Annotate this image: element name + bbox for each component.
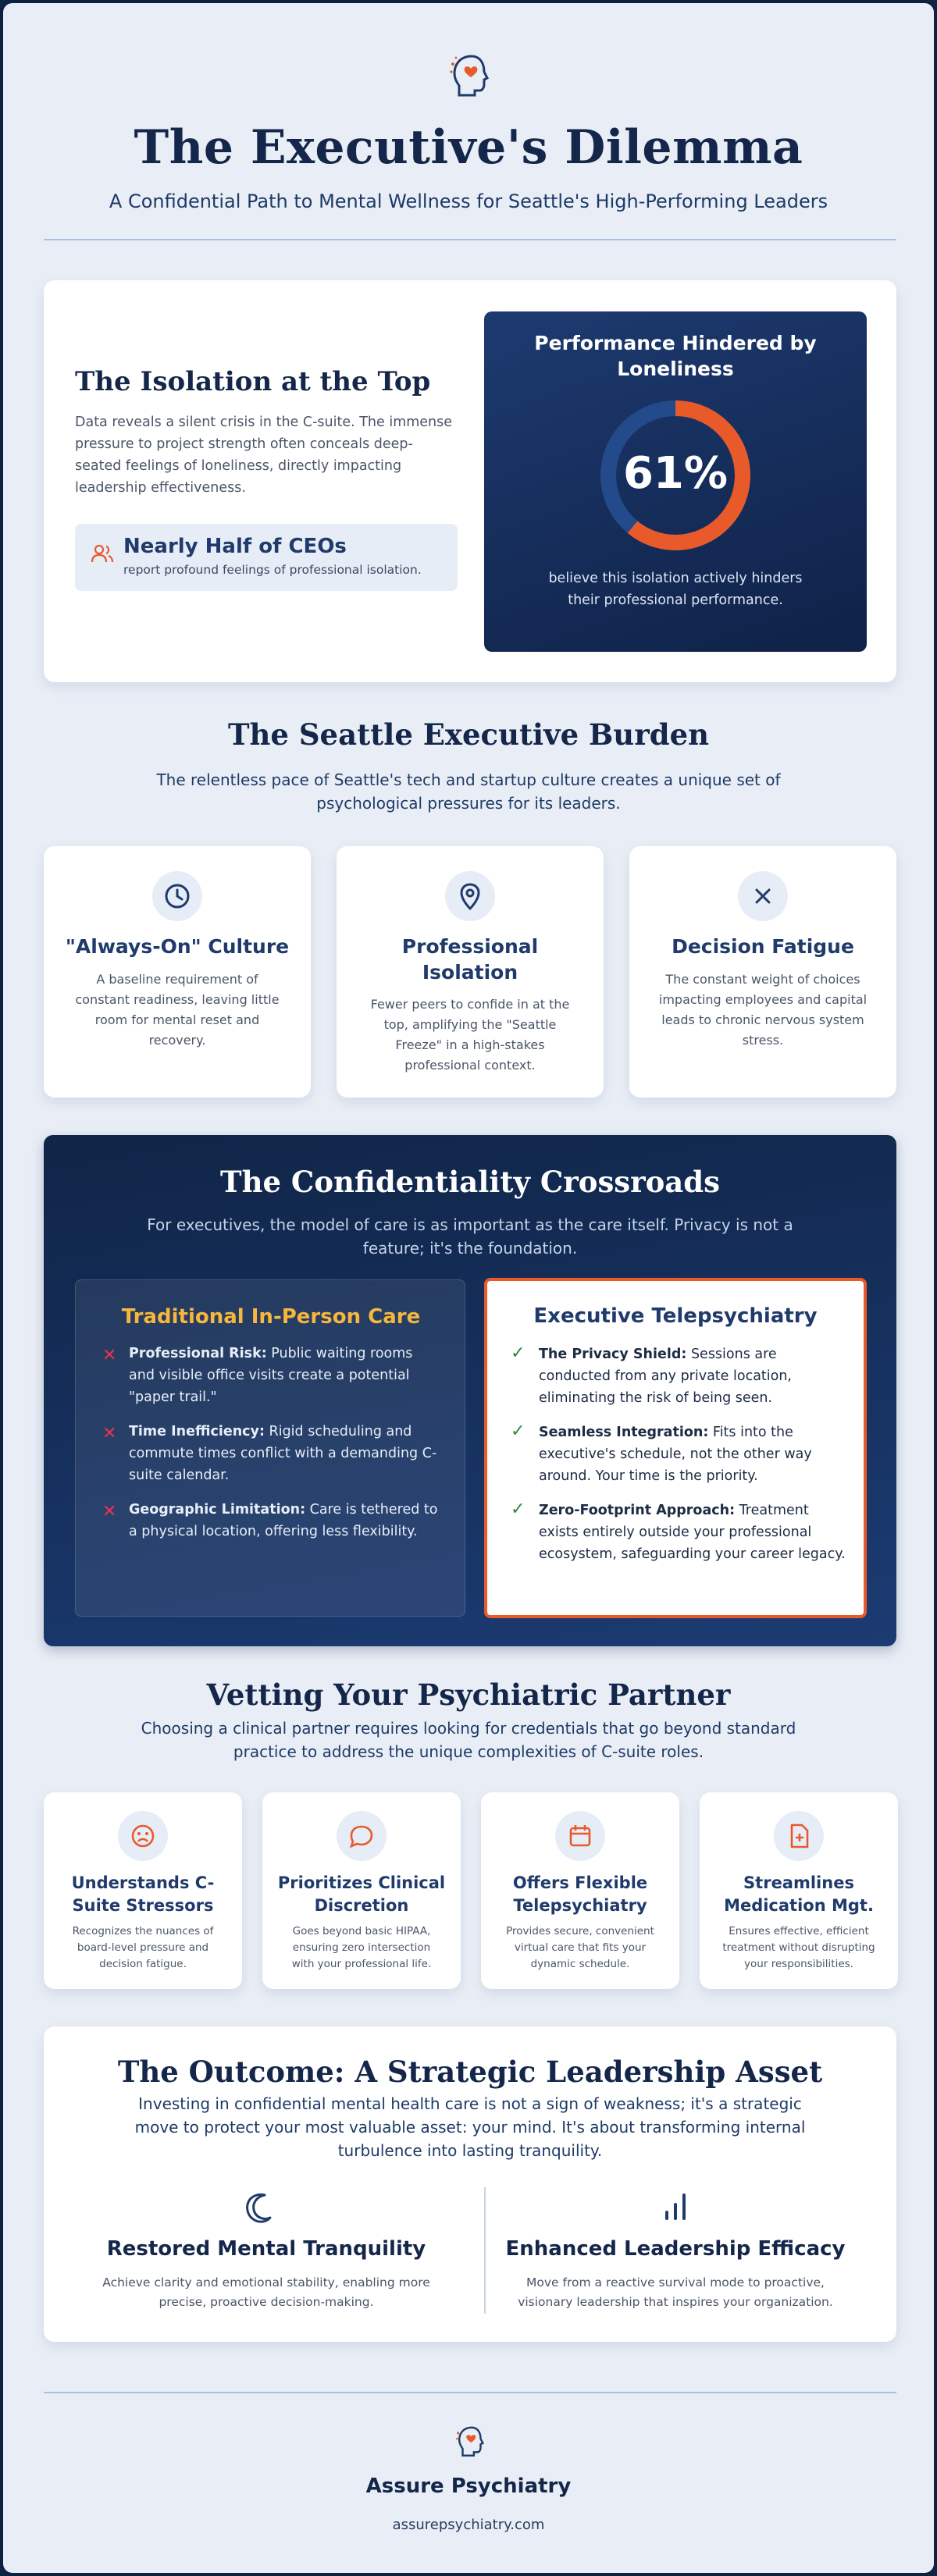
stat-value: 61% <box>622 448 729 499</box>
check-icon: ✓ <box>511 1343 526 1363</box>
outcome-left-title: Restored Mental Tranquility <box>106 2237 426 2261</box>
outcome-title: The Outcome: A Strategic Leadership Asset <box>117 2055 823 2089</box>
stat-panel <box>484 311 867 652</box>
vetting-subtitle: Choosing a clinical partner requires looking for credentials that go beyond standard practice to address the unique complexities of C-suite roles. <box>141 1719 796 1761</box>
head-heart-icon <box>454 2423 489 2459</box>
brand-name: Assure Psychiatry <box>365 2475 572 2498</box>
vetting-card-text: Goes beyond basic HIPAA, ensuring zero intersection with your professional life. <box>291 1925 432 1970</box>
vetting-card-telepsychiatry <box>481 1792 679 1989</box>
burden-card-text: Fewer peers to confide in at the top, amplifying the "Seattle Freeze" in a high-stakes professional context. <box>370 997 570 1073</box>
donut-chart <box>597 397 754 553</box>
outcome-right-text: Move from a reactive survival mode to proactive, visionary leadership that inspires your organization. <box>518 2275 833 2309</box>
telepsychiatry-panel <box>484 1278 867 1618</box>
outcome-left-text: Achieve clarity and emotional stability, enabling more precise, proactive decision-making. <box>102 2275 430 2309</box>
traditional-item: Geographic Limitation: Care is tethered to a physical location, offering less flexibility. <box>129 1502 438 1539</box>
stat-caption: believe this isolation actively hinders their professional performance. <box>548 571 803 608</box>
file-plus-icon <box>774 1811 824 1861</box>
burden-subtitle: The relentless pace of Seattle's tech and startup culture creates a unique set of psychological pressures for its leaders. <box>156 770 781 813</box>
outcome-right-title: Enhanced Leadership Efficacy <box>505 2237 846 2261</box>
isolation-body: Data reveals a silent crisis in the C-suite. The immense pressure to project strength often conceals deep-seated feelings of loneliness, directly impacting leadership effectiveness. <box>75 415 453 496</box>
head-heart-icon <box>448 50 495 100</box>
vetting-card-title: Streamlines Medication Mgt. <box>724 1873 874 1915</box>
check-icon: ✓ <box>511 1421 526 1441</box>
vetting-card-stressors <box>44 1792 242 1989</box>
brand-url-link[interactable]: assurepsychiatry.com <box>392 2517 545 2533</box>
moon-icon <box>241 2189 277 2225</box>
burden-card-decision-fatigue <box>629 846 896 1098</box>
bar-chart-icon <box>657 2189 693 2225</box>
burden-title: The Seattle Executive Burden <box>227 717 710 752</box>
traditional-item: Time Inefficiency: Rigid scheduling and commute times conflict with a demanding C-suite calendar. <box>129 1424 437 1483</box>
vetting-title: Vetting Your Psychiatric Partner <box>206 1678 731 1712</box>
page-subtitle: A Confidential Path to Mental Wellness for Seattle's High-Performing Leaders <box>109 190 828 212</box>
isolation-section <box>44 280 896 682</box>
traditional-item: Professional Risk: Public waiting rooms and visible office visits create a potential "paper trail." <box>129 1346 413 1405</box>
vetting-card-text: Recognizes the nuances of board-level pressure and decision fatigue. <box>72 1925 214 1970</box>
x-icon <box>738 871 788 921</box>
burden-card-title: "Always-On" Culture <box>65 935 290 958</box>
burden-card-text: A baseline requirement of constant readiness, leaving little room for mental reset and recovery. <box>75 972 280 1048</box>
brain-icon <box>118 1811 168 1861</box>
telepsychiatry-title: Executive Telepsychiatry <box>533 1304 818 1328</box>
outcome-subtitle: Investing in confidential mental health care is not a sign of weakness; it's a strategic move to protect your most valuable asset: your mind. It's about transforming internal turbulence into lasting tranquility. <box>134 2094 806 2160</box>
clock-icon <box>152 871 202 921</box>
stat-title: Performance Hindered by Loneliness <box>534 332 817 380</box>
crossroads-subtitle: For executives, the model of care is as important as the care itself. Privacy is not a feature; it's the foundation. <box>147 1215 793 1258</box>
vetting-card-medication <box>700 1792 898 1989</box>
check-icon: ✓ <box>511 1500 526 1519</box>
users-icon <box>89 541 116 568</box>
burden-card-title: Decision Fatigue <box>672 935 854 958</box>
footer-divider <box>44 2392 896 2393</box>
x-mark-icon: ✕ <box>102 1346 117 1365</box>
burden-card-always-on <box>44 846 311 1098</box>
vetting-card-text: Ensures effective, efficient treatment without disrupting your responsibilities. <box>722 1925 875 1970</box>
telepsychiatry-item: Seamless Integration: Fits into the executive's schedule, not the other way around. Your time is the priority. <box>539 1425 812 1484</box>
vetting-card-title: Prioritizes Clinical Discretion <box>277 1873 446 1915</box>
traditional-care-title: Traditional In-Person Care <box>121 1305 421 1329</box>
vetting-card-text: Provides secure, convenient virtual care that fits your dynamic schedule. <box>506 1925 654 1970</box>
vetting-card-title: Understands C-Suite Stressors <box>71 1873 215 1915</box>
crossroads-title: The Confidentiality Crossroads <box>220 1165 720 1199</box>
vetting-card-discretion <box>262 1792 461 1989</box>
outcome-section <box>44 2026 896 2342</box>
burden-card-title: Professional Isolation <box>401 935 539 984</box>
isolation-title: The Isolation at the Top <box>75 366 431 397</box>
map-pin-icon <box>445 871 495 921</box>
crossroads-section <box>44 1135 896 1646</box>
ceo-highlight-title: Nearly Half of CEOs <box>123 535 347 558</box>
chat-bubble-icon <box>337 1811 387 1861</box>
ceo-highlight <box>75 524 458 591</box>
telepsychiatry-item: Zero-Footprint Approach: Treatment exists entirely outside your professional ecosystem, safeguarding your career legacy. <box>539 1503 846 1562</box>
traditional-care-panel <box>75 1279 465 1617</box>
vetting-card-title: Offers Flexible Telepsychiatry <box>512 1873 648 1915</box>
burden-card-text: The constant weight of choices impacting employees and capital leads to chronic nervous system stress. <box>658 972 868 1048</box>
burden-card-isolation <box>337 846 604 1098</box>
x-mark-icon: ✕ <box>102 1502 117 1521</box>
header-divider <box>44 239 896 240</box>
telepsychiatry-item: The Privacy Shield: Sessions are conducted from any private location, eliminating the risk of being seen. <box>539 1347 792 1406</box>
x-mark-icon: ✕ <box>102 1424 117 1443</box>
calendar-icon <box>555 1811 605 1861</box>
ceo-highlight-text: report profound feelings of professional isolation. <box>123 563 422 577</box>
page-title: The Executive's Dilemma <box>134 120 803 175</box>
